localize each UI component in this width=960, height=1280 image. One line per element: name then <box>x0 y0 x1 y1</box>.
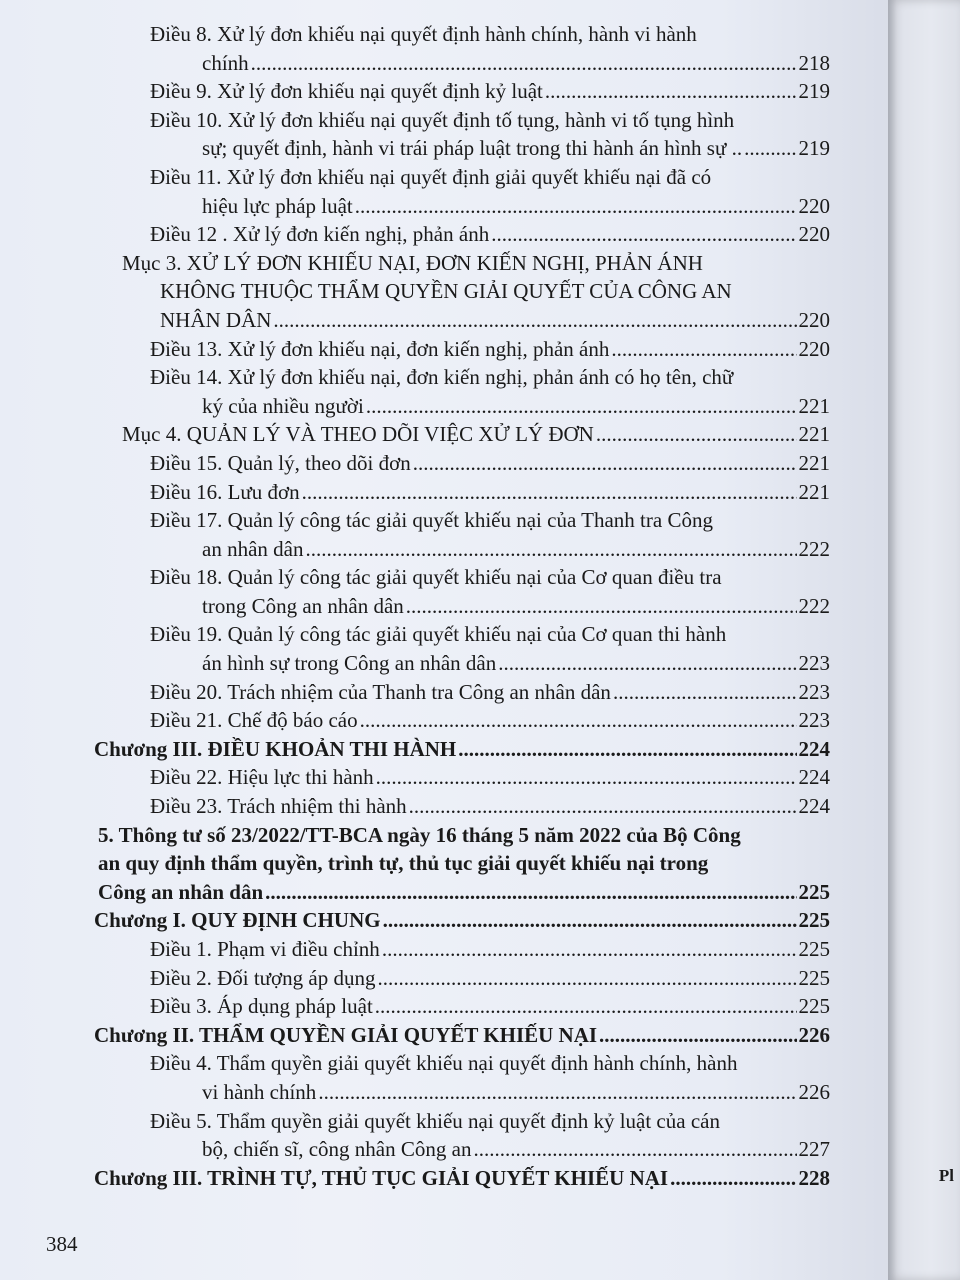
toc-page-number: 220 <box>798 336 830 361</box>
toc-entry-title: vi hành chính <box>202 1079 317 1104</box>
toc-page-number: 221 <box>798 422 830 447</box>
toc-entry-dieu <box>94 335 830 364</box>
dot-leader <box>366 392 797 421</box>
toc-page-number: 224 <box>798 794 830 819</box>
next-page-fragment: Pl <box>938 1166 954 1185</box>
toc-entry-dieu <box>94 792 830 821</box>
toc-entry-title: Điều 22. Hiệu lực thi hành <box>150 765 374 790</box>
toc-entry-title: Điều 9. Xử lý đơn khiếu nại quyết định kỷ luật <box>150 79 543 104</box>
dot-leader <box>599 1021 796 1050</box>
toc-entry-title: Điều 13. Xử lý đơn khiếu nại, đơn kiến nghị, phản ánh <box>150 336 610 361</box>
toc-page-number: 221 <box>798 450 830 475</box>
toc-entry-dieu <box>94 992 830 1021</box>
toc-entry-title: Điều 19. Quản lý công tác giải quyết khiếu nại của Cơ quan thi hành <box>150 622 727 647</box>
toc-entry-title: Điều 17. Quản lý công tác giải quyết khiếu nại của Thanh tra Công <box>150 508 713 533</box>
dot-leader <box>491 220 796 249</box>
dot-leader <box>744 134 796 163</box>
toc-entry-dieu <box>94 77 830 106</box>
toc-entry-dieu <box>94 506 830 563</box>
toc-page-number: 225 <box>798 879 830 904</box>
toc-entry-title: Điều 20. Trách nhiệm của Thanh tra Công an nhân dân <box>150 679 611 704</box>
toc-entry-title: Chương III. ĐIỀU KHOẢN THI HÀNH <box>94 736 457 761</box>
toc-entry-title: Điều 11. Xử lý đơn khiếu nại quyết định giải quyết khiếu nại đã có <box>150 164 712 189</box>
toc-entry-title: Điều 5. Thẩm quyền giải quyết khiếu nại quyết định kỷ luật của cán <box>150 1108 720 1133</box>
toc-page-number: 225 <box>798 908 830 933</box>
toc-entry-title: Điều 2. Đối tượng áp dụng <box>150 965 376 990</box>
toc-entry-title: Điều 10. Xử lý đơn khiếu nại quyết định tố tụng, hành vi tố tụng hình <box>150 107 735 132</box>
toc-page-number: 228 <box>798 1165 830 1190</box>
dot-leader <box>355 192 797 221</box>
toc-page-number: 222 <box>798 593 830 618</box>
toc-entry-chuong <box>94 1021 830 1050</box>
toc-entry-title: Mục 4. QUẢN LÝ VÀ THEO DÕI VIỆC XỬ LÝ ĐƠN <box>122 422 594 447</box>
toc-page-number: 225 <box>798 965 830 990</box>
toc-entry-title: Điều 21. Chế độ báo cáo <box>150 708 358 733</box>
toc-entry-title: Điều 4. Thẩm quyền giải quyết khiếu nại quyết định hành chính, hành <box>150 1051 738 1076</box>
toc-entry-chuong <box>94 735 830 764</box>
toc-page-number: 225 <box>798 937 830 961</box>
toc-entry-title: sự; quyết định, hành vi trái pháp luật trong thi hành án hình sự .. <box>202 136 743 161</box>
toc-entry-title: Điều 12 . Xử lý đơn kiến nghị, phản ánh <box>150 222 490 247</box>
dot-leader <box>409 792 797 821</box>
toc-entry-dieu <box>94 363 830 420</box>
dot-leader <box>318 1078 796 1107</box>
toc-entry-dieu <box>94 964 830 993</box>
toc-entry-title: Công an nhân dân <box>98 879 264 904</box>
toc-entry-title: Điều 15. Quản lý, theo dõi đơn <box>150 450 411 475</box>
toc-entry-dieu <box>94 563 830 620</box>
toc-page-number: 226 <box>798 1022 830 1047</box>
toc-entry-muc <box>94 420 830 449</box>
toc-page-number: 220 <box>798 307 830 332</box>
toc-page-number: 221 <box>798 479 830 504</box>
dot-leader <box>473 1135 796 1164</box>
dot-leader <box>498 649 796 678</box>
dot-leader <box>265 878 796 907</box>
toc-page-number: 220 <box>798 193 830 218</box>
toc-entry-title: Điều 16. Lưu đơn <box>150 479 300 504</box>
toc-entry-doc <box>94 821 830 907</box>
toc-entry-title: Điều 18. Quản lý công tác giải quyết khiếu nại của Cơ quan điều tra <box>150 565 722 590</box>
toc-page-number: 219 <box>798 79 830 104</box>
toc-page-number: 223 <box>798 708 830 733</box>
toc-entry-title: ký của nhiều người <box>202 393 364 418</box>
toc-entry-dieu <box>94 20 830 77</box>
toc-entry-dieu <box>94 706 830 735</box>
toc-entry-dieu <box>94 106 830 163</box>
toc-entry-title: an nhân dân <box>202 536 304 561</box>
table-of-contents <box>94 20 830 1192</box>
toc-entry-title: Chương II. THẨM QUYỀN GIẢI QUYẾT KHIẾU NẠI <box>94 1022 598 1047</box>
toc-entry-dieu <box>94 620 830 677</box>
toc-entry-title: 5. Thông tư số 23/2022/TT-BCA ngày 16 tháng 5 năm 2022 của Bộ Công <box>98 822 741 847</box>
dot-leader <box>377 964 796 993</box>
toc-page-number: 224 <box>798 765 830 790</box>
dot-leader <box>406 592 797 621</box>
toc-page-number: 218 <box>798 50 830 75</box>
dot-leader <box>670 1164 796 1193</box>
dot-leader <box>545 77 797 106</box>
dot-leader <box>611 335 796 364</box>
toc-entry-title: hiệu lực pháp luật <box>202 193 353 218</box>
dot-leader <box>382 935 797 964</box>
toc-page-number: 225 <box>798 994 830 1019</box>
toc-entry-title: Điều 23. Trách nhiệm thi hành <box>150 794 407 819</box>
dot-leader <box>613 678 797 707</box>
toc-entry-chuong <box>94 906 830 935</box>
toc-entry-title: Chương I. QUY ĐỊNH CHUNG <box>94 908 381 933</box>
toc-page-number: 224 <box>798 736 830 761</box>
toc-entry-chuong <box>94 1164 830 1193</box>
toc-entry-title: bộ, chiến sĩ, công nhân Công an <box>202 1137 472 1162</box>
toc-entry-title: Điều 14. Xử lý đơn khiếu nại, đơn kiến nghị, phản ánh có họ tên, chữ <box>150 365 734 390</box>
toc-entry-title: án hình sự trong Công an nhân dân <box>202 651 497 676</box>
toc-entry-title: Điều 3. Áp dụng pháp luật <box>150 994 373 1019</box>
toc-page-number: 223 <box>798 679 830 704</box>
toc-entry-dieu <box>94 1107 830 1164</box>
toc-entry-title: KHÔNG THUỘC THẨM QUYỀN GIẢI QUYẾT CỦA CÔNG AN <box>160 279 732 304</box>
toc-entry-title: NHÂN DÂN <box>160 307 272 332</box>
toc-page-number: 222 <box>798 536 830 561</box>
dot-leader <box>383 906 797 935</box>
toc-entry-dieu <box>94 678 830 707</box>
toc-page-number: 221 <box>798 393 830 418</box>
toc-entry-title: Điều 8. Xử lý đơn khiếu nại quyết định hành chính, hành vi hành <box>150 22 697 46</box>
toc-page-number: 226 <box>798 1079 830 1104</box>
toc-entry-dieu <box>94 935 830 964</box>
dot-leader <box>596 420 797 449</box>
toc-page-number: 223 <box>798 651 830 676</box>
toc-entry-dieu <box>94 763 830 792</box>
toc-page-number: 227 <box>798 1137 830 1162</box>
dot-leader <box>302 478 797 507</box>
dot-leader <box>413 449 797 478</box>
toc-entry-title: chính <box>202 50 249 75</box>
dot-leader <box>375 992 797 1021</box>
toc-entry-dieu <box>94 163 830 220</box>
toc-entry-dieu <box>94 449 830 478</box>
dot-leader <box>251 49 797 78</box>
dot-leader <box>458 735 796 764</box>
dot-leader <box>273 306 796 335</box>
page-number: 384 <box>46 1232 78 1256</box>
dot-leader <box>376 763 797 792</box>
toc-page-number: 220 <box>798 222 830 247</box>
toc-entry-title: Chương III. TRÌNH TỰ, THỦ TỤC GIẢI QUYẾT KHIẾU NẠI <box>94 1165 669 1190</box>
toc-page-number: 219 <box>798 136 830 161</box>
toc-entry-dieu <box>94 1049 830 1106</box>
toc-entry-dieu <box>94 478 830 507</box>
toc-entry-title: an quy định thẩm quyền, trình tự, thủ tục giải quyết khiếu nại trong <box>98 851 709 876</box>
toc-entry-title: trong Công an nhân dân <box>202 593 404 618</box>
next-page-edge <box>888 0 960 1280</box>
dot-leader <box>360 706 797 735</box>
toc-entry-title: Mục 3. XỬ LÝ ĐƠN KHIẾU NẠI, ĐƠN KIẾN NGHỊ, PHẢN ÁNH <box>122 250 703 275</box>
dot-leader <box>305 535 796 564</box>
toc-entry-title: Điều 1. Phạm vi điều chỉnh <box>150 937 380 961</box>
toc-entry-muc <box>94 249 830 335</box>
toc-entry-dieu <box>94 220 830 249</box>
